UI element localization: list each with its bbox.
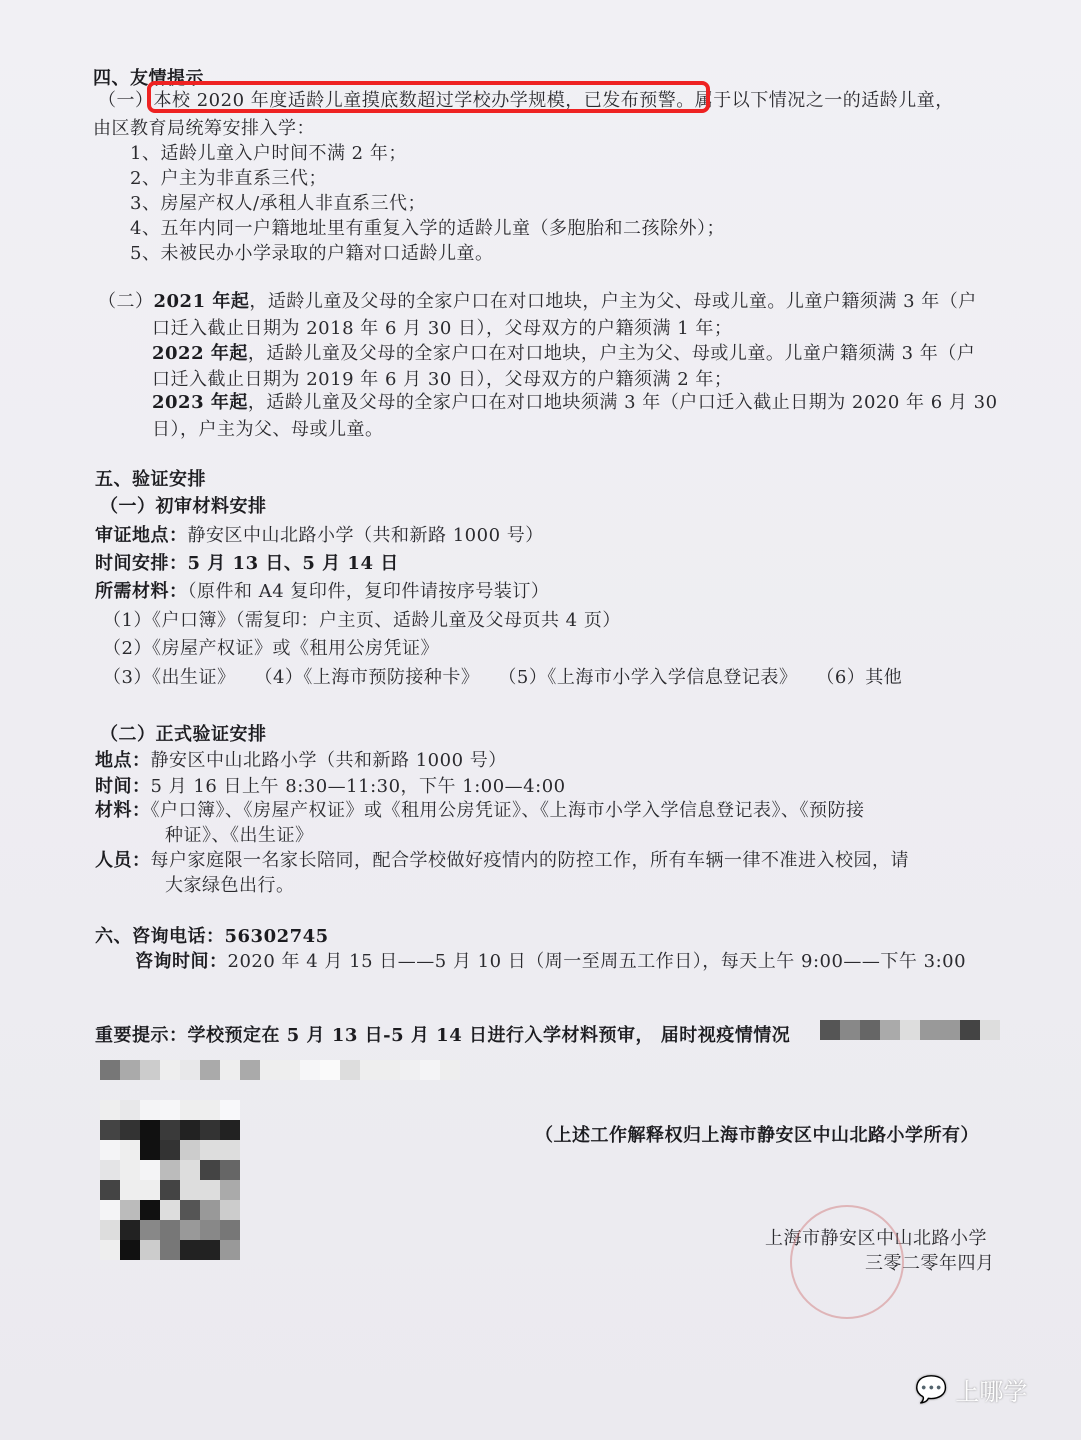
text-segment: 4、五年内同一户籍地址里有重复入学的适龄儿童（多胞胎和二孩除外）； [130, 218, 725, 239]
redaction-pixel [180, 1120, 200, 1140]
redaction-pixel [160, 1160, 180, 1180]
text-segment: 1、适龄儿童入户时间不满 2 年； [130, 143, 407, 164]
redaction-pixel [820, 1020, 840, 1040]
wechat-icon: 💬 [915, 1374, 948, 1405]
redaction-pixel [180, 1240, 200, 1260]
text-segment: 5、未被民办小学录取的户籍对口适龄儿童。 [130, 243, 494, 264]
text-line [103, 638, 439, 660]
redaction-pixel [180, 1220, 200, 1240]
text-segment: 2020 年 4 月 15 日——5 月 10 日（周一至周五工作日），每天上午 9:00——下午 3:00 [227, 951, 967, 972]
text-line [130, 168, 327, 190]
text-segment: （3）《出生证》 （4）《上海市预防接种卡》 （5）《上海市小学入学信息登记表》 （6）其他 [103, 667, 903, 688]
text-line [152, 318, 732, 340]
text-line [95, 750, 507, 772]
redaction-pixel [140, 1180, 160, 1200]
redaction-pixel [140, 1120, 160, 1140]
text-line [95, 525, 544, 547]
text-line [95, 1025, 790, 1047]
watermark-label: 上哪学 [955, 1378, 1028, 1406]
redaction-pixel [220, 1100, 240, 1120]
text-line [535, 1125, 979, 1147]
redaction-pixel [200, 1180, 220, 1200]
redaction-pixel [220, 1200, 240, 1220]
redaction-pixel [160, 1180, 180, 1200]
text-segment: （二）正式验证安排 [100, 724, 267, 745]
redaction-pixel [200, 1140, 220, 1160]
redaction-pixel [140, 1160, 160, 1180]
redaction-pixel [120, 1240, 140, 1260]
redaction-pixel [340, 1060, 360, 1080]
redaction-pixel [140, 1200, 160, 1220]
text-line [95, 469, 206, 491]
text-segment: （一）本校 2020 年度适龄儿童摸底数超过学校办学规模，已发布预警。属于以下情况之一的适龄儿童， [98, 90, 954, 111]
official-seal-stamp [790, 1205, 904, 1319]
redaction-pixel [360, 1060, 380, 1080]
text-segment: 静安区中山北路小学（共和新路 1000 号） [187, 525, 544, 546]
redaction-pixel [380, 1060, 400, 1080]
text-line [103, 667, 902, 689]
redaction-pixel [940, 1020, 960, 1040]
redaction-pixel [120, 1120, 140, 1140]
redaction-pixel [200, 1160, 220, 1180]
redaction-pixel [220, 1240, 240, 1260]
text-segment: 2、户主为非直系三代； [130, 168, 327, 189]
redaction-pixel [300, 1060, 320, 1080]
text-segment: ，适龄儿童及父母的全家户口在对口地块，户主为父、母或儿童。儿童户籍须满 3 年（户 [247, 343, 976, 364]
redaction-pixel [200, 1240, 220, 1260]
text-line [152, 343, 975, 365]
text-segment: 2021 年起 [153, 291, 250, 312]
redaction-pixel [320, 1060, 340, 1080]
redaction-pixel [220, 1120, 240, 1140]
redaction-pixel [160, 1240, 180, 1260]
redaction-pixel [880, 1020, 900, 1040]
redaction-pixel [120, 1180, 140, 1200]
text-segment: 2023 年起 [152, 392, 248, 413]
redaction-pixel [160, 1060, 180, 1080]
text-segment: 5 月 16 日上午 8:30—11:30，下午 1:00—4:00 [150, 776, 566, 797]
redaction-pixel [960, 1020, 980, 1040]
redaction-pixel [120, 1160, 140, 1180]
redaction-pixel [840, 1020, 860, 1040]
redaction-pixel [180, 1200, 200, 1220]
redaction-pixel [140, 1140, 160, 1160]
redaction-pixel [100, 1180, 120, 1200]
text-segment: 2022 年起 [152, 343, 248, 364]
redaction-pixel [140, 1100, 160, 1120]
redaction-pixel [100, 1160, 120, 1180]
text-segment: 人员： [95, 850, 151, 871]
text-segment: 由区教育局统筹安排入学： [93, 118, 315, 139]
redaction-pixel [160, 1220, 180, 1240]
text-segment: （1）《户口簿》（需复印：户主页、适龄儿童及父母页共 4 页） [103, 610, 621, 631]
text-segment: ，适龄儿童及父母的全家户口在对口地块须满 3 年（户口迁入截止日期为 2020 年 6 月 30 [247, 392, 998, 413]
text-line [130, 218, 725, 240]
text-line [95, 776, 566, 798]
redaction-pixel [200, 1200, 220, 1220]
redaction-pixel [240, 1060, 260, 1080]
redaction-pixel [160, 1140, 180, 1160]
redaction-pixel [100, 1200, 120, 1220]
text-line [98, 291, 977, 313]
redaction-pixel [400, 1060, 420, 1080]
redaction-pixel [140, 1220, 160, 1240]
text-line [95, 553, 399, 575]
redaction-pixel [220, 1160, 240, 1180]
text-line [130, 243, 493, 265]
text-line [95, 581, 549, 603]
text-segment: （二） [98, 291, 154, 312]
text-line [95, 926, 329, 948]
text-segment: （上述工作解释权归上海市静安区中山北路小学所有） [535, 1125, 979, 1146]
red-highlight-box [147, 81, 710, 113]
redaction-pixel [180, 1100, 200, 1120]
text-segment: 审证地点： [95, 525, 188, 546]
redaction-pixel [180, 1060, 200, 1080]
text-segment: 口迁入截止日期为 2018 年 6 月 30 日），父母双方的户籍须满 1 年； [152, 318, 733, 339]
redaction-pixel [100, 1100, 120, 1120]
redaction-pixel [200, 1120, 220, 1140]
text-segment: 所需材料： [95, 581, 188, 602]
text-segment: 重要提示：学校预定在 5 月 13 日-5 月 14 日进行入学材料预审， 届时视疫情情况 [95, 1025, 791, 1046]
redaction-pixel [220, 1140, 240, 1160]
text-line [100, 496, 267, 518]
redaction-pixel [100, 1220, 120, 1240]
redaction-pixel [900, 1020, 920, 1040]
text-line [165, 875, 295, 897]
text-segment: 《户口簿》、《房屋产权证》或《租用公房凭证》、《上海市小学入学信息登记表》、《预防接 [150, 800, 865, 821]
text-segment: 日），户主为父、母或儿童。 [152, 419, 384, 440]
text-segment: 静安区中山北路小学（共和新路 1000 号） [150, 750, 507, 771]
text-segment: （一）初审材料安排 [100, 496, 267, 517]
text-segment: 大家绿色出行。 [165, 875, 295, 896]
redaction-pixel [120, 1060, 140, 1080]
redaction-pixel [980, 1020, 1000, 1040]
text-segment: （原件和 A4 复印件，复印件请按序号装订） [187, 581, 550, 602]
text-segment: 口迁入截止日期为 2019 年 6 月 30 日），父母双方的户籍须满 2 年； [152, 369, 733, 390]
redaction-pixel [100, 1140, 120, 1160]
text-segment: 材料： [95, 800, 151, 821]
text-line [165, 825, 314, 847]
text-segment: 种证》、《出生证》 [165, 825, 314, 846]
text-line [130, 193, 426, 215]
text-line [152, 419, 384, 441]
redaction-pixel [220, 1220, 240, 1240]
text-segment: 上海市静安区中山北路小学 [765, 1228, 987, 1249]
redaction-pixel [440, 1060, 460, 1080]
text-segment: 时间安排：5 月 13 日、5 月 14 日 [95, 553, 399, 574]
watermark [915, 1372, 1027, 1407]
redaction-pixel [860, 1020, 880, 1040]
redaction-pixel [920, 1020, 940, 1040]
text-line [93, 118, 315, 140]
text-line [103, 610, 621, 632]
redaction-pixel [120, 1220, 140, 1240]
text-line [130, 143, 407, 165]
redaction-pixel [420, 1060, 440, 1080]
redaction-pixel [120, 1100, 140, 1120]
redaction-pixel [280, 1060, 300, 1080]
text-line [100, 724, 267, 746]
redaction-pixel [180, 1160, 200, 1180]
text-segment: 时间： [95, 776, 151, 797]
text-segment: 咨询时间： [135, 951, 228, 972]
text-segment: 地点： [95, 750, 151, 771]
redaction-pixel [220, 1180, 240, 1200]
text-segment: 三零二零年四月 [865, 1253, 995, 1274]
text-segment: ，适龄儿童及父母的全家户口在对口地块，户主为父、母或儿童。儿童户籍须满 3 年（户 [249, 291, 977, 312]
text-line [152, 392, 998, 414]
redaction-pixel [140, 1240, 160, 1260]
text-segment: 五、验证安排 [95, 469, 206, 490]
redaction-pixel [120, 1140, 140, 1160]
redaction-pixel [200, 1100, 220, 1120]
text-line [95, 800, 865, 822]
redaction-pixel [260, 1060, 280, 1080]
text-segment: （2）《房屋产权证》或《租用公房凭证》 [103, 638, 439, 659]
redaction-pixel [200, 1060, 220, 1080]
redaction-pixel [180, 1140, 200, 1160]
redaction-pixel [220, 1060, 240, 1080]
redaction-pixel [140, 1060, 160, 1080]
redaction-pixel [200, 1220, 220, 1240]
text-segment: 3、房屋产权人/承租人非直系三代； [130, 193, 427, 214]
text-line [152, 369, 732, 391]
redaction-pixel [160, 1200, 180, 1220]
text-segment: 六、咨询电话：56302745 [95, 926, 329, 947]
redaction-pixel [100, 1060, 120, 1080]
redaction-pixel [160, 1100, 180, 1120]
redaction-pixel [120, 1200, 140, 1220]
text-segment: 四、友情提示 [93, 68, 204, 89]
redaction-pixel [160, 1120, 180, 1140]
text-line [95, 850, 909, 872]
text-segment: 每户家庭限一名家长陪同，配合学校做好疫情内的防控工作，所有车辆一律不准进入校园，请 [150, 850, 909, 871]
text-line [135, 951, 966, 973]
redaction-pixel [100, 1120, 120, 1140]
redaction-pixel [180, 1180, 200, 1200]
redaction-pixel [100, 1240, 120, 1260]
